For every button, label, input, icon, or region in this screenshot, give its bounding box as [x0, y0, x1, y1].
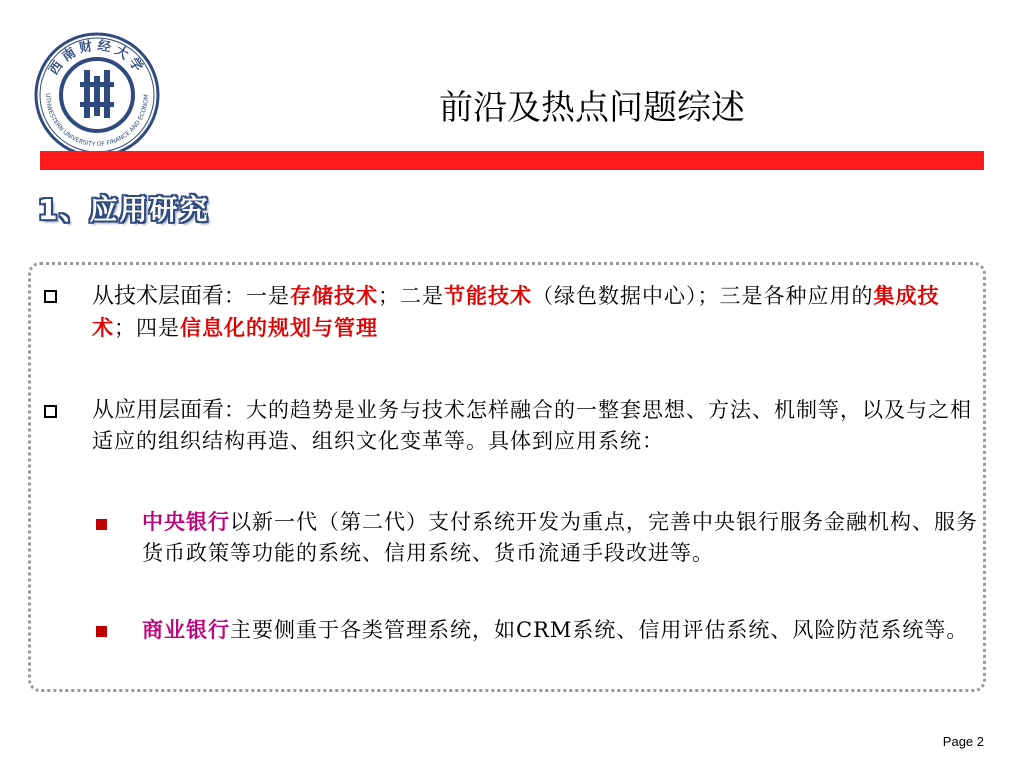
- highlight-storage: 存储技术: [290, 283, 379, 308]
- list-item-technical-view: 从技术层面看：一是存储技术；二是节能技术（绿色数据中心）；三是各种应用的集成技术；四是信息化的规划与管理: [92, 283, 940, 340]
- bullet-square-outline-icon: [44, 290, 57, 303]
- highlight-planning: 信息化的规划与管理: [180, 315, 378, 340]
- lead-label: 从技术层面看: [92, 284, 225, 309]
- highlight-commercial-bank: 商业银行: [142, 617, 230, 642]
- logo-ring-text-top: 西南财经大学: [46, 38, 148, 78]
- university-seal-logo: [32, 30, 162, 160]
- highlight-central-bank: 中央银行: [142, 509, 230, 534]
- lead-label: 从应用层面看: [92, 398, 225, 423]
- logo-ring-text-bottom: UTHWESTERN UNIVERSITY OF FINANCE AND ECONOM: [43, 93, 151, 149]
- sub-item-commercial-bank: 商业银行主要侧重于各类管理系统，如CRM系统、信用评估系统、风险防范系统等。: [142, 617, 969, 642]
- page-title: 前沿及热点问题综述: [439, 88, 745, 128]
- bullet-square-outline-icon: [44, 405, 57, 418]
- bullet-square-filled-icon: [96, 519, 107, 530]
- section-heading: 1、应用研究: [38, 193, 210, 226]
- header-divider-bar: [40, 151, 984, 170]
- highlight-energy: 节能技术: [444, 283, 533, 308]
- highlight-integration: 集成技术: [92, 283, 940, 340]
- list-item-application-view: 从应用层面看：大的趋势是业务与技术怎样融合的一整套思想、方法、机制等，以及与之相适应的组织结构再造、组织文化变革等。具体到应用系统：: [92, 398, 973, 453]
- sub-item-central-bank: 中央银行以新一代（第二代）支付系统开发为重点，完善中央银行服务金融机构、服务货币政策等功能的系统、信用系统、货币流通手段改进等。: [142, 509, 978, 565]
- bullet-square-filled-icon: [96, 626, 107, 637]
- page-number: Page 2: [942, 734, 984, 749]
